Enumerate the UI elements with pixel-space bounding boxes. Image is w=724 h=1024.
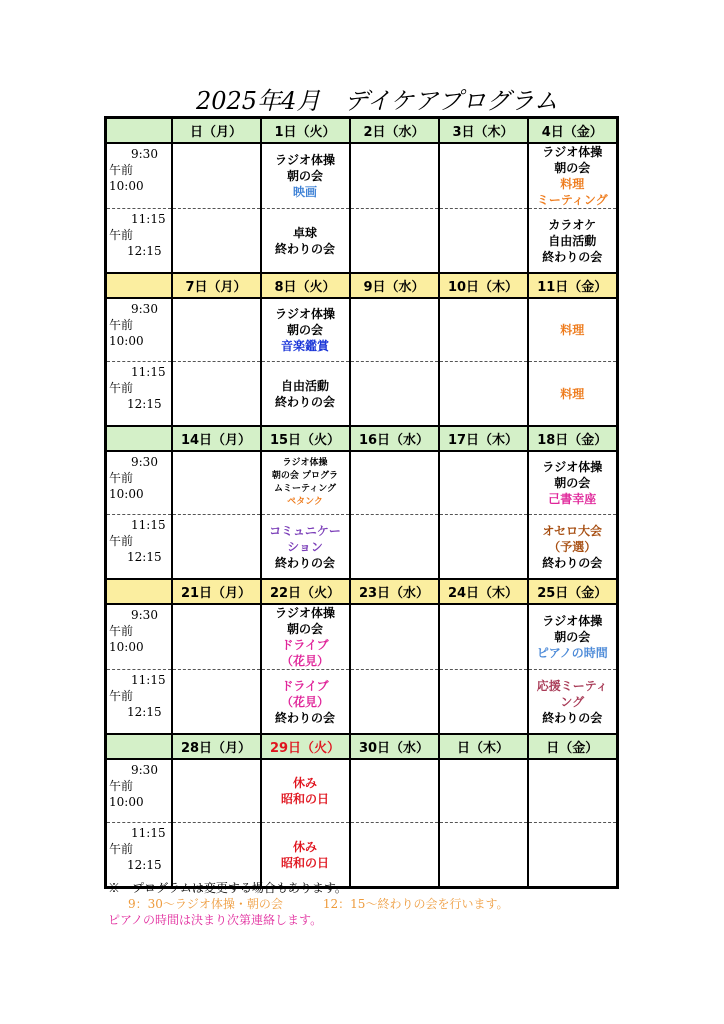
program-cell bbox=[528, 604, 618, 670]
schedule-table bbox=[104, 116, 619, 889]
week-header-row bbox=[106, 273, 618, 298]
activity-label: 映画 bbox=[292, 185, 317, 199]
day-header: 3日（木） bbox=[439, 118, 528, 144]
time-label: 午前 bbox=[109, 534, 134, 548]
time-label: 9:30 bbox=[131, 455, 158, 469]
program-cell bbox=[528, 298, 618, 362]
activity-label: （花見） bbox=[280, 694, 329, 709]
time-label: 午前 bbox=[109, 228, 134, 242]
program-cell bbox=[528, 515, 618, 580]
activity-label: 自由活動 bbox=[280, 378, 329, 393]
day-header: 7日（月） bbox=[172, 273, 261, 298]
time-label: 10:00 bbox=[109, 334, 144, 348]
activity-label: ラジオ体操 bbox=[274, 606, 335, 620]
activity-label: ション bbox=[287, 539, 323, 554]
day-header: 日（月） bbox=[172, 118, 261, 144]
activity-label: ラジオ体操 bbox=[282, 458, 328, 468]
program-cell bbox=[528, 759, 618, 823]
program-cell bbox=[261, 143, 350, 209]
day-header: 10日（木） bbox=[439, 273, 528, 298]
time-label: 12:15 bbox=[127, 858, 162, 872]
header-corner bbox=[106, 273, 172, 298]
activity-label: ミーティング bbox=[536, 193, 608, 207]
activity-label: ラジオ体操 bbox=[274, 153, 335, 167]
time-cell bbox=[106, 759, 172, 823]
program-cell bbox=[528, 670, 618, 735]
activity-label: コミュニケー bbox=[269, 523, 341, 538]
time-label: 11:15 bbox=[131, 212, 166, 226]
activity-label: 卓球 bbox=[292, 225, 317, 240]
time-cell bbox=[106, 451, 172, 515]
time-label: 10:00 bbox=[109, 179, 144, 193]
time-label: 午前 bbox=[109, 689, 134, 703]
am-row bbox=[106, 759, 618, 823]
day-header: 15日（火） bbox=[261, 426, 350, 451]
time-label: 11:15 bbox=[131, 365, 166, 379]
note-times bbox=[108, 896, 708, 912]
program-cell bbox=[439, 604, 528, 670]
activity-label: 朝の会 bbox=[554, 630, 591, 644]
week-header-row bbox=[106, 734, 618, 759]
program-cell bbox=[350, 451, 439, 515]
activity-label: ムミーティング bbox=[273, 484, 337, 494]
activity-label: ング bbox=[560, 694, 585, 709]
program-cell bbox=[528, 143, 618, 209]
day-header: 30日（水） bbox=[350, 734, 439, 759]
time-label: 午前 bbox=[109, 163, 134, 177]
pm-row bbox=[106, 823, 618, 888]
program-cell bbox=[261, 604, 350, 670]
time-label: 12:15 bbox=[127, 244, 162, 258]
activity-label: 音楽鑑賞 bbox=[280, 339, 329, 353]
activity-label: 料理 bbox=[560, 177, 585, 191]
day-header: 8日（火） bbox=[261, 273, 350, 298]
day-header: 18日（金） bbox=[528, 426, 618, 451]
program-cell bbox=[261, 759, 350, 823]
program-cell bbox=[261, 209, 350, 274]
activity-label: 応援ミーティ bbox=[536, 678, 608, 693]
am-row bbox=[106, 604, 618, 670]
program-cell bbox=[350, 759, 439, 823]
program-cell bbox=[350, 823, 439, 888]
program-cell bbox=[439, 362, 528, 427]
time-cell bbox=[106, 670, 172, 735]
program-cell bbox=[350, 209, 439, 274]
program-cell bbox=[439, 823, 528, 888]
activity-label: ピアノの時間 bbox=[536, 646, 608, 660]
activity-label: 休み bbox=[292, 776, 317, 790]
day-header: 25日（金） bbox=[528, 579, 618, 604]
program-cell bbox=[439, 451, 528, 515]
pm-row bbox=[106, 209, 618, 274]
program-cell bbox=[261, 670, 350, 735]
program-cell bbox=[439, 209, 528, 274]
program-cell bbox=[261, 515, 350, 580]
activity-label: オセロ大会 bbox=[542, 523, 603, 538]
activity-label: カラオケ bbox=[548, 217, 597, 232]
day-header: 日（金） bbox=[528, 734, 618, 759]
time-label: 9:30 bbox=[131, 147, 158, 161]
program-cell bbox=[439, 298, 528, 362]
program-cell bbox=[439, 143, 528, 209]
week-header-row bbox=[106, 118, 618, 144]
time-cell bbox=[106, 362, 172, 427]
time-cell bbox=[106, 143, 172, 209]
time-label: 11:15 bbox=[131, 518, 166, 532]
activity-label: ドライブ bbox=[281, 638, 329, 652]
header-corner bbox=[106, 118, 172, 144]
time-label: 9:30 bbox=[131, 302, 158, 316]
day-header: 4日（金） bbox=[528, 118, 618, 144]
day-header: 14日（月） bbox=[172, 426, 261, 451]
am-row bbox=[106, 451, 618, 515]
pm-row bbox=[106, 515, 618, 580]
activity-label: 終わりの会 bbox=[274, 241, 335, 256]
time-label: 午前 bbox=[109, 842, 134, 856]
program-cell bbox=[350, 670, 439, 735]
activity-label: 料理 bbox=[560, 386, 585, 401]
time-cell bbox=[106, 823, 172, 888]
program-cell bbox=[439, 759, 528, 823]
day-header: 9日（水） bbox=[350, 273, 439, 298]
activity-label: 朝の会 bbox=[286, 622, 323, 636]
program-cell bbox=[261, 451, 350, 515]
program-cell bbox=[172, 515, 261, 580]
activity-label: ペタンク bbox=[287, 497, 323, 507]
day-header: 日（木） bbox=[439, 734, 528, 759]
program-cell bbox=[261, 823, 350, 888]
day-header: 28日（月） bbox=[172, 734, 261, 759]
day-header: 21日（月） bbox=[172, 579, 261, 604]
time-cell bbox=[106, 515, 172, 580]
time-label: 午前 bbox=[109, 318, 134, 332]
time-label: 午前 bbox=[109, 381, 134, 395]
day-header: 23日（水） bbox=[350, 579, 439, 604]
time-label: 午前 bbox=[109, 471, 134, 485]
activity-label: 朝の会 プログラ bbox=[271, 471, 339, 481]
time-label: 9:30 bbox=[131, 608, 158, 622]
program-cell bbox=[350, 298, 439, 362]
program-cell bbox=[261, 362, 350, 427]
activity-label: （予選） bbox=[548, 539, 597, 554]
program-cell bbox=[172, 298, 261, 362]
note-piano: ピアノの時間は決まり次第連絡します。 bbox=[108, 913, 323, 927]
program-cell bbox=[172, 143, 261, 209]
program-cell bbox=[172, 823, 261, 888]
time-label: 午前 bbox=[109, 779, 134, 793]
program-cell bbox=[172, 451, 261, 515]
time-label: 10:00 bbox=[109, 795, 144, 809]
program-cell bbox=[350, 143, 439, 209]
activity-label: 朝の会 bbox=[286, 323, 323, 337]
page-title: 2025年4月 デイケアプログラム bbox=[196, 87, 558, 115]
program-cell bbox=[350, 604, 439, 670]
program-cell bbox=[172, 209, 261, 274]
activity-label: （花見） bbox=[280, 654, 329, 668]
note-change: ※ プログラムは変更する場合もあります。 bbox=[108, 881, 347, 895]
program-cell bbox=[439, 515, 528, 580]
time-label: 11:15 bbox=[131, 826, 166, 840]
day-header: 29日（火） bbox=[261, 734, 350, 759]
activity-label: 終わりの会 bbox=[542, 710, 603, 725]
activity-label: 己書幸座 bbox=[548, 492, 597, 506]
activity-label: 朝の会 bbox=[554, 161, 591, 175]
time-label: 10:00 bbox=[109, 487, 144, 501]
time-label: 午前 bbox=[109, 624, 134, 638]
activity-label: 終わりの会 bbox=[542, 249, 603, 264]
activity-label: ラジオ体操 bbox=[542, 460, 603, 474]
week-header-row bbox=[106, 426, 618, 451]
note-morning: 9：30～ラジオ体操・朝の会 bbox=[128, 897, 283, 911]
time-label: 9:30 bbox=[131, 763, 158, 777]
activity-label: 終わりの会 bbox=[542, 555, 603, 570]
time-label: 10:00 bbox=[109, 640, 144, 654]
program-cell bbox=[172, 604, 261, 670]
program-cell bbox=[528, 451, 618, 515]
program-cell bbox=[528, 362, 618, 427]
activity-label: ラジオ体操 bbox=[542, 614, 603, 628]
activity-label: 自由活動 bbox=[548, 233, 597, 248]
program-cell bbox=[261, 298, 350, 362]
header-corner bbox=[106, 579, 172, 604]
header-corner bbox=[106, 734, 172, 759]
program-cell bbox=[528, 209, 618, 274]
activity-label: ラジオ体操 bbox=[542, 145, 603, 159]
program-cell bbox=[172, 362, 261, 427]
activity-label: ドライブ bbox=[281, 678, 329, 693]
activity-label: 昭和の日 bbox=[280, 792, 329, 806]
notes bbox=[108, 880, 708, 928]
activity-label: 終わりの会 bbox=[274, 394, 335, 409]
day-header: 1日（火） bbox=[261, 118, 350, 144]
activity-label: 昭和の日 bbox=[280, 855, 329, 870]
am-row bbox=[106, 298, 618, 362]
day-header: 17日（木） bbox=[439, 426, 528, 451]
day-header: 11日（金） bbox=[528, 273, 618, 298]
day-header: 24日（木） bbox=[439, 579, 528, 604]
time-cell bbox=[106, 209, 172, 274]
time-label: 12:15 bbox=[127, 705, 162, 719]
program-cell bbox=[528, 823, 618, 888]
day-header: 16日（水） bbox=[350, 426, 439, 451]
program-cell bbox=[172, 759, 261, 823]
program-cell bbox=[439, 670, 528, 735]
program-cell bbox=[172, 670, 261, 735]
time-cell bbox=[106, 604, 172, 670]
time-cell bbox=[106, 298, 172, 362]
week-header-row bbox=[106, 579, 618, 604]
activity-label: 休み bbox=[292, 839, 317, 854]
pm-row bbox=[106, 362, 618, 427]
pm-row bbox=[106, 670, 618, 735]
activity-label: 料理 bbox=[560, 323, 585, 337]
activity-label: 終わりの会 bbox=[274, 710, 335, 725]
program-cell bbox=[350, 515, 439, 580]
note-closing: 12：15～終わりの会を行います。 bbox=[322, 897, 509, 911]
day-header: 22日（火） bbox=[261, 579, 350, 604]
activity-label: 朝の会 bbox=[554, 476, 591, 490]
day-header: 2日（水） bbox=[350, 118, 439, 144]
activity-label: ラジオ体操 bbox=[274, 307, 335, 321]
time-label: 11:15 bbox=[131, 673, 166, 687]
activity-label: 終わりの会 bbox=[274, 555, 335, 570]
am-row bbox=[106, 143, 618, 209]
time-label: 12:15 bbox=[127, 550, 162, 564]
activity-label: 朝の会 bbox=[286, 169, 323, 183]
time-label: 12:15 bbox=[127, 397, 162, 411]
program-cell bbox=[350, 362, 439, 427]
header-corner bbox=[106, 426, 172, 451]
